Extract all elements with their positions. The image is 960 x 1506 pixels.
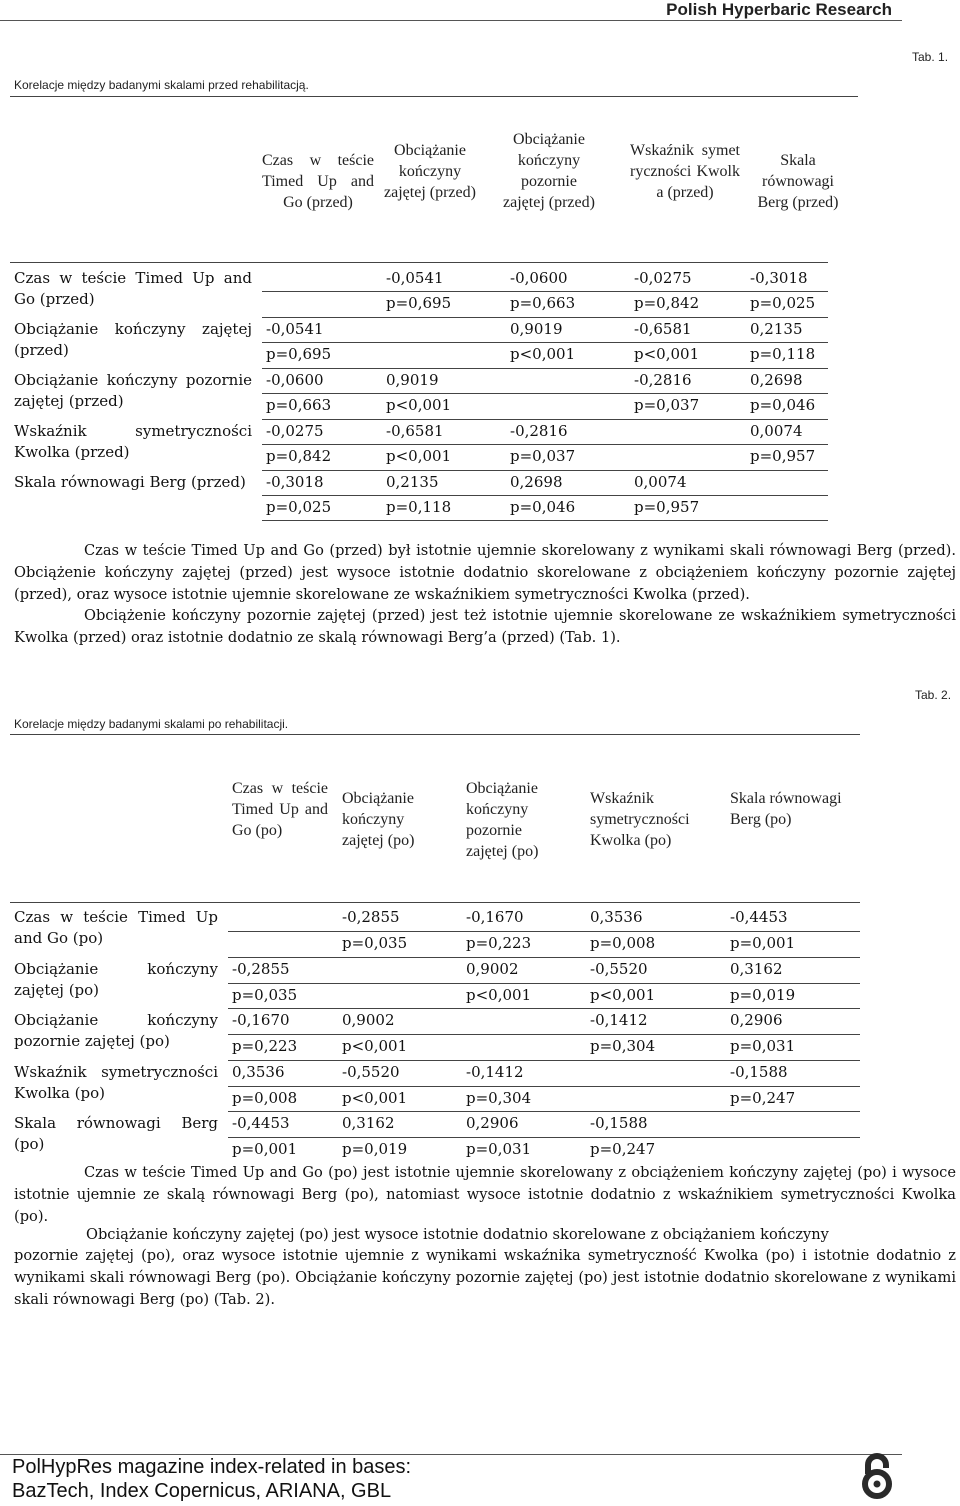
table2-pvalue-cell: p<0,001 [466,985,532,1004]
table2-caption-rule [10,734,860,735]
table2-row-divider [228,1111,860,1112]
table2-row-divider [228,1008,860,1009]
table1-pvalue-cell: p<0,001 [634,345,700,363]
table1-col-header: Czas w teście Timed Up and Go (przed) [262,152,374,211]
table1-coefficient-cell: 0,0074 [750,422,803,440]
table1-pvalue-cell: p=0,842 [634,294,700,312]
table2-pvalue-cell: p=0,247 [730,1088,796,1107]
table1-paragraph: Czas w teście Timed Up and Go (przed) był istotnie ujemnie skorelowany z wynikami skali równowagi Berg (przed). Obciążenie kończyny zajętej (przed) jest wysoce istotnie dodatnio skorelowane z obciążeniem kończyny pozornie zajętej (przed), oraz wysoce istotnie ujemnie skorelowane ze wskaźnikiem symetryczności Kwolka (przed). [14,542,956,603]
table2-pvalue-cell: p<0,001 [342,1088,408,1107]
table2-coefficient-cell: 0,3162 [342,1114,395,1132]
table2-pvalue-cell: p=0,223 [466,934,532,952]
table1-pvalue-cell: p=0,025 [266,498,332,516]
table2-coefficient-cell: -0,1670 [466,908,524,926]
table2-row-divider [228,931,860,932]
table2-coefficient-cell: -0,1670 [232,1011,290,1029]
table2-pvalue-cell: p=0,035 [232,985,298,1004]
table1-coefficient-cell: -0,0600 [510,269,568,287]
table1-coefficient-cell: -0,0541 [266,320,324,338]
table1-pvalue-cell: p=0,663 [510,294,576,312]
table2-coefficient-cell: 0,2906 [730,1011,783,1029]
table1-coefficient-cell: 0,0074 [634,473,687,491]
table1-coefficient-cell: -0,0600 [266,371,324,389]
table1-coefficient-cell: -0,3018 [266,473,324,491]
table1-row-label: Obciążanie kończyny zajętej (przed) [14,320,252,359]
table2-col-header: Wskaźnik symetryczności Kwolka (po) [590,790,690,849]
footer-rule [0,1454,902,1455]
table2-coefficient-cell: 0,3536 [232,1062,285,1081]
table2-row-label: Skala równowagi Berg (po) [14,1114,218,1153]
table1-pvalue-cell: p=0,046 [750,396,816,414]
table1-coefficient-cell: -0,3018 [750,269,808,287]
table2-pvalue-cell: p=0,008 [590,934,656,952]
table2-row-label: Czas w teście Timed Up and Go (po) [14,908,218,947]
table2-paragraph: Obciążanie kończyny zajętej (po) jest wysoce istotnie dodatnio skorelowane z obciążaniem kończyny [86,1226,829,1243]
table2-pvalue-cell: p=0,008 [232,1088,298,1107]
table2-coefficient-cell: 0,3162 [730,959,783,978]
table1-pvalue-cell: p=0,957 [634,498,700,516]
table2-pvalue-cell: p=0,223 [232,1037,298,1055]
table1-pvalue-cell: p<0,001 [386,396,452,414]
table2-pvalue-cell: p=0,019 [342,1140,408,1158]
open-access-icon [857,1452,897,1506]
table1-coefficient-cell: -0,0275 [634,269,692,287]
table2-coefficient-cell: -0,4453 [232,1114,290,1132]
table1-row-label: Obciążanie kończyny pozornie zajętej (przed) [14,371,252,410]
table1-pvalue-cell: p=0,118 [386,498,452,516]
table1-pvalue-cell: p=0,842 [266,447,332,465]
table2-pvalue-cell: p=0,031 [466,1140,532,1158]
table1-coefficient-cell: 0,9019 [510,320,563,338]
table2-coefficient-cell: -0,5520 [342,1062,400,1081]
footer-index-text: PolHypRes magazine index-related in bases: [12,1456,412,1478]
table1-row-divider [262,317,828,318]
table1-coefficient-cell: 0,2698 [510,473,563,491]
table2-coefficient-cell: -0,2855 [342,908,400,926]
table2-pvalue-cell: p=0,001 [730,934,796,952]
table1-row-divider [262,291,828,292]
table2-row-divider [228,1060,860,1061]
table2-coefficient-cell: -0,1588 [730,1062,788,1081]
journal-title: Polish Hyperbaric Research [666,0,892,19]
table2-coefficient-cell: 0,3536 [590,908,643,926]
table2-coefficient-cell: 0,9002 [342,1011,395,1029]
table1-coefficient-cell: -0,6581 [386,422,444,440]
table1-pvalue-cell: p=0,037 [510,447,576,465]
table2-paragraph: pozornie zajętej (po), oraz wysoce istotnie ujemnie z wynikami wskaźnika symetryczność Kwolka (po) i istotnie dodatnio z wynikami skali równowagi Berg (po). Obciążanie kończyny pozornie zajętej (po) jest istotnie dodatnio skorelowane z wynikami skali równowagi Berg (po) (Tab. 2). [14,1247,956,1308]
table1-col-header: Obciążanie kończyny zajętej (przed) [384,142,476,201]
table2-row-label: Obciążanie kończyny zajętej (po) [14,959,218,999]
table1-row-divider [262,342,828,343]
table1-pvalue-cell: p=0,695 [386,294,452,312]
footer-bases-text: BazTech, Index Copernicus, ARIANA, GBL [12,1480,392,1502]
table2-pvalue-cell: p=0,304 [466,1088,532,1107]
table2-coefficient-cell: -0,1588 [590,1114,648,1132]
table1-row-divider [262,444,828,445]
table1-pvalue-cell: p=0,118 [750,345,816,363]
table2-pvalue-cell: p=0,304 [590,1037,656,1055]
table1-coefficient-cell: 0,9019 [386,371,439,389]
table2-row-label: Obciążanie kończyny pozornie zajętej (po) [14,1011,218,1050]
table1-pvalue-cell: p=0,695 [266,345,332,363]
table2-row-divider [228,957,860,958]
table1-coefficient-cell: 0,2135 [750,320,803,338]
table2-coefficient-cell: -0,5520 [590,959,648,978]
table1-coefficient-cell: -0,6581 [634,320,692,338]
table1-col-header: Obciążanie kończyny pozornie zajętej (przed) [503,131,595,211]
table1-pvalue-cell: p=0,663 [266,396,332,414]
table1-pvalue-cell: p=0,046 [510,498,576,516]
table2-col-header: Czas w teście Timed Up and Go (po) [232,780,328,839]
table1-row-divider [262,368,828,369]
table1-label: Tab. 1. [912,50,949,64]
table2-pvalue-cell: p=0,019 [730,985,796,1004]
table2-col-header: Obciążanie kończyny pozornie zajętej (po) [466,780,539,860]
table1-pvalue-cell: p<0,001 [510,345,576,363]
table1-row-divider [262,495,828,496]
table2-row-divider [228,1086,860,1087]
header-rule [0,20,902,21]
table2-pvalue-cell: p<0,001 [590,985,656,1004]
table1-col-header: Skala równowagi Berg (przed) [757,152,839,211]
table2-pvalue-cell: p=0,031 [730,1037,796,1055]
table1-row-label: Wskaźnik symetryczności Kwolka (przed) [14,422,252,461]
table2-coefficient-cell: 0,2906 [466,1114,519,1132]
table1-paragraph: Obciążenie kończyny pozornie zajętej (przed) jest też istotnie ujemnie skorelowane ze wskaźnikiem symetryczności Kwolka (przed) oraz istotnie dodatnio ze skalą równowagi Berg’a (przed) (Tab. 1). [14,607,956,646]
table1-coefficient-cell: 0,2698 [750,371,803,389]
table2-col-header: Obciążanie kończyny zajętej (po) [342,790,415,849]
table2-pvalue-cell: p=0,001 [232,1140,298,1158]
table1-pvalue-cell: p=0,957 [750,447,816,465]
table1-col-header: Wskaźnik symetryczności Kwolka (przed) [630,142,740,201]
table1-bottom-rule [262,520,828,521]
table2-coefficient-cell: -0,1412 [466,1062,524,1081]
table1-coefficient-cell: -0,2816 [634,371,692,389]
table2-pvalue-cell: p=0,247 [590,1140,656,1158]
table1-pvalue-cell: p=0,037 [634,396,700,414]
table2-col-header: Skala równowagi Berg (po) [730,790,842,828]
table2-caption: Korelacje między badanymi skalami po rehabilitacji. [14,717,289,731]
table2-row-divider [228,1137,860,1138]
table1-caption: Korelacje między badanymi skalami przed rehabilitacją. [14,78,309,92]
table1-row-label: Czas w teście Timed Up and Go (przed) [14,269,252,308]
table1-row-divider [262,419,828,420]
table1-pvalue-cell: p=0,025 [750,294,816,312]
table1-row-divider [262,393,828,394]
table2-row-divider [228,983,860,984]
table1-row-label: Skala równowagi Berg (przed) [14,473,246,491]
table2-coefficient-cell: -0,2855 [232,959,290,978]
table1-coefficient-cell: -0,0541 [386,269,444,287]
table2-coefficient-cell: 0,9002 [466,959,519,978]
table2-top-rule [10,902,860,903]
table2-pvalue-cell: p=0,035 [342,934,408,952]
table2-paragraph: Czas w teście Timed Up and Go (po) jest istotnie ujemnie skorelowany z obciążeniem kończyny zajętej (po) i wysoce istotnie ujemnie ze skalą równowagi Berg (po), natomiast wysoce istotnie dodatnio z wskaźnikiem symetryczności Kwolka (po). [14,1164,956,1225]
table1-caption-rule [10,96,858,97]
table1-coefficient-cell: -0,0275 [266,422,324,440]
table2-row-label: Wskaźnik symetryczności Kwolka (po) [14,1062,218,1102]
table2-row-divider [228,1034,860,1035]
table1-pvalue-cell: p<0,001 [386,447,452,465]
table2-label: Tab. 2. [915,688,952,702]
table2-coefficient-cell: -0,4453 [730,908,788,926]
table1-coefficient-cell: 0,2135 [386,473,439,491]
table2-pvalue-cell: p<0,001 [342,1037,408,1055]
table2-coefficient-cell: -0,1412 [590,1011,648,1029]
table1-coefficient-cell: -0,2816 [510,422,568,440]
table1-top-rule [10,262,828,263]
table1-row-divider [262,470,828,471]
